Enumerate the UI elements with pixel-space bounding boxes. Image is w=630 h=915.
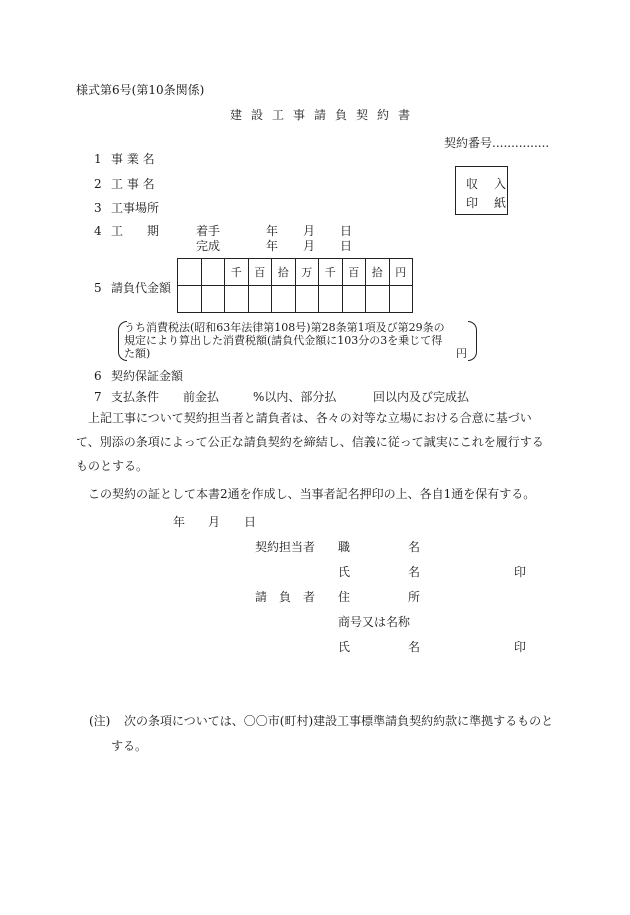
period-end-year: 年	[266, 239, 279, 253]
footnote-prefix: (注)	[89, 714, 111, 728]
officer-seal: 印	[514, 565, 527, 579]
footnote-line1: 次の条項については、〇〇市(町村)建設工事標準請負契約約款に準拠するものと	[124, 714, 554, 728]
price-amount-cell	[342, 286, 366, 313]
price-unit-cell: 拾	[272, 259, 296, 286]
contractor-address-label: 住	[338, 590, 351, 604]
period-end-month: 月	[303, 239, 316, 253]
item-number-2: 2	[94, 177, 102, 191]
contract-number	[444, 137, 549, 149]
officer-name-label-2: 名	[408, 565, 421, 579]
period-end-label: 完成	[196, 239, 221, 253]
officer-name-label: 氏	[338, 565, 351, 579]
price-amount-cell	[178, 286, 202, 313]
price-unit-cell: 円	[389, 259, 413, 286]
contractor-label: 請 負 者	[255, 590, 316, 604]
item-number-1: 1	[94, 152, 102, 166]
price-unit-cell: 千	[319, 259, 343, 286]
item-number-5: 5	[94, 281, 102, 295]
price-unit-cell	[201, 259, 225, 286]
item-label-work-site: 工事場所	[111, 201, 160, 215]
item-label-period: 工 期	[111, 224, 160, 238]
price-amount-cell	[248, 286, 272, 313]
contractor-seal: 印	[514, 640, 527, 654]
period-end-day: 日	[340, 239, 353, 253]
price-amount-cell	[295, 286, 319, 313]
period-start-month: 月	[303, 224, 316, 238]
price-amount-cell	[272, 286, 296, 313]
tax-note-line1: うち消費税法(昭和63年法律第108号)第28条第1項及び第29条の	[124, 321, 445, 334]
price-amount-cell	[366, 286, 390, 313]
form-number: 様式第6号(第10条関係)	[76, 83, 205, 97]
price-amount-cell	[389, 286, 413, 313]
date-month: 月	[208, 515, 221, 529]
period-start-year: 年	[266, 224, 279, 238]
tax-note-line3: た額)	[124, 347, 151, 360]
contract-number-blank: ...............	[492, 136, 550, 150]
payment-partial: %以内、部分払	[253, 390, 337, 404]
price-unit-cell: 千	[225, 259, 249, 286]
period-start-day: 日	[340, 224, 353, 238]
item-label-contract-price: 請負代金額	[111, 281, 172, 295]
officer-position-label-2: 名	[408, 540, 421, 554]
body-paragraph-1: 上記工事について契約担当者と請負者は、各々の対等な立場における合意に基づいて、別添の条項によって公正な請負契約を締結し、信義に従って誠実にこれを履行するものとする。	[76, 411, 544, 473]
document-title: 建設工事請負契約書	[230, 108, 420, 122]
contractor-trade-name-label: 商号又は名称	[338, 615, 411, 629]
item-number-6: 6	[94, 369, 102, 383]
item-label-project-name: 事 業 名	[111, 152, 155, 166]
tax-note-yen: 円	[456, 347, 467, 360]
item-number-3: 3	[94, 201, 102, 215]
price-unit-cell: 百	[342, 259, 366, 286]
item-label-payment-terms: 支払条件	[111, 390, 160, 404]
contractor-address-label-2: 所	[408, 590, 421, 604]
price-unit-cell	[178, 259, 202, 286]
price-units-row	[178, 259, 413, 286]
contractor-name-label-2: 名	[408, 640, 421, 654]
price-amount-cell	[225, 286, 249, 313]
body-paragraph-2: この契約の証として本書2通を作成し、当事者記名押印の上、各自1通を保有する。	[88, 487, 536, 501]
contract-price-table	[177, 258, 413, 313]
item-number-7: 7	[94, 390, 102, 404]
payment-advance: 前金払	[183, 390, 220, 404]
date-day: 日	[244, 515, 257, 529]
price-unit-cell: 拾	[366, 259, 390, 286]
price-unit-cell: 百	[248, 259, 272, 286]
contract-number-label: 契約番号	[444, 136, 493, 150]
officer-label: 契約担当者	[255, 540, 316, 554]
tax-note-right-bracket	[468, 321, 477, 361]
period-start-label: 着手	[196, 224, 221, 238]
item-label-work-name: 工 事 名	[111, 177, 155, 191]
price-amount-cell	[319, 286, 343, 313]
price-amount-cell	[201, 286, 225, 313]
item-label-guarantee: 契約保証金額	[111, 369, 184, 383]
item-number-4: 4	[94, 224, 102, 238]
price-amount-row	[178, 286, 413, 313]
date-year: 年	[173, 515, 186, 529]
price-unit-cell: 万	[295, 259, 319, 286]
footnote-line2: する。	[111, 739, 148, 753]
tax-note-line2: 規定により算出した消費税額(請負代金額に103分の3を乗じて得	[124, 334, 443, 347]
stamp-label-line2: 印 紙	[466, 196, 509, 210]
contractor-name-label: 氏	[338, 640, 351, 654]
stamp-label-line1: 収 入	[466, 177, 509, 191]
officer-position-label: 職	[338, 540, 351, 554]
payment-completion: 回以内及び完成払	[373, 390, 470, 404]
